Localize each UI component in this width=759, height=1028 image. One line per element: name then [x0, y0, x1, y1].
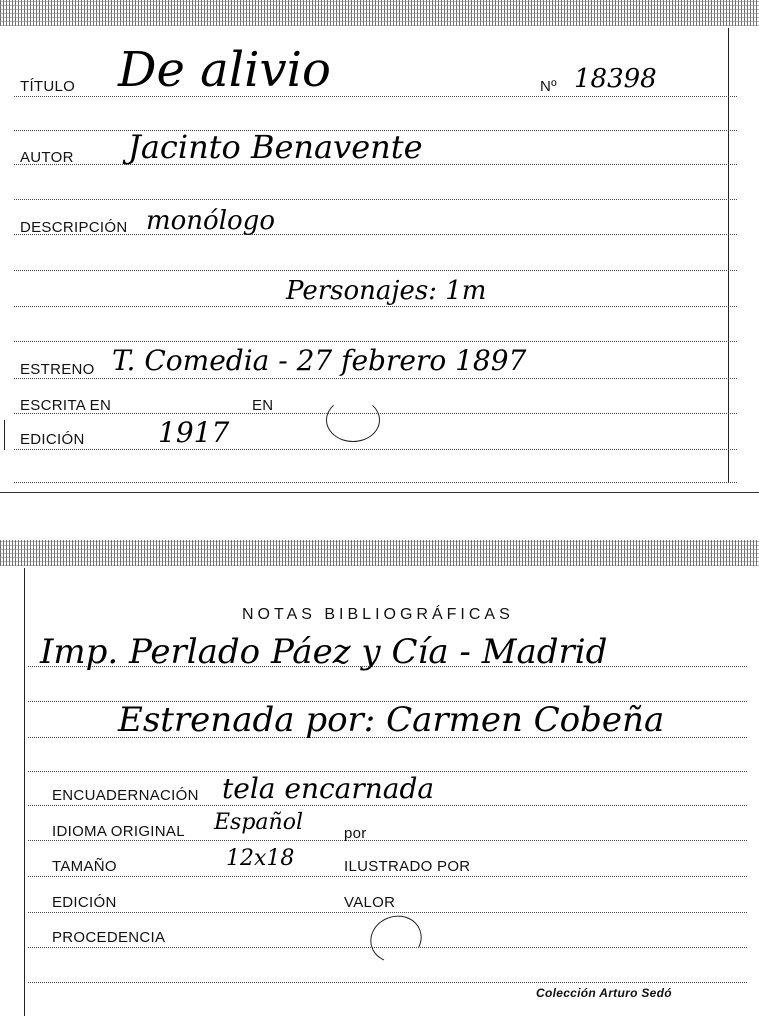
personajes-value: Personajes: 1m — [286, 276, 487, 306]
edicion2-label: EDICIÓN — [52, 894, 117, 911]
rule — [28, 805, 747, 806]
autor-value: Jacinto Benavente — [128, 128, 423, 166]
en-label: EN — [252, 397, 274, 414]
notas-heading: NOTAS BIBLIOGRÁFICAS — [242, 606, 514, 623]
rule — [28, 912, 747, 913]
procedencia-label: PROCEDENCIA — [52, 929, 166, 946]
autor-label: AUTOR — [20, 149, 74, 166]
idioma-value: Español — [214, 810, 303, 835]
rule — [14, 341, 737, 342]
rule — [14, 199, 737, 200]
edicion-value: 1917 — [158, 416, 230, 449]
por-label: por — [344, 825, 367, 842]
encuadernacion-value: tela encarnada — [222, 772, 435, 805]
card2-left-border — [24, 568, 25, 1016]
punch-hole-icon — [326, 398, 380, 442]
rule — [28, 876, 747, 877]
punch-hole-icon — [364, 908, 429, 969]
descripcion-label: DESCRIPCIÓN — [20, 219, 128, 236]
rule — [14, 378, 737, 379]
tamano-value: 12x18 — [226, 846, 295, 871]
coleccion-label: Colección Arturo Sedó — [536, 986, 672, 1000]
estreno-label: ESTRENO — [20, 361, 95, 378]
rule — [14, 270, 737, 271]
numero-label: Nº — [540, 78, 557, 95]
edicion-label: EDICIÓN — [20, 431, 85, 448]
catalog-card-2 — [0, 540, 759, 1028]
rule — [14, 449, 737, 450]
numero-value: 18398 — [574, 64, 657, 94]
nota-imprenta: Imp. Perlado Páez y Cía - Madrid — [40, 632, 608, 672]
escrita-label: ESCRITA EN — [20, 397, 112, 414]
ilustrado-label: ILUSTRADO POR — [344, 858, 471, 875]
encuadernacion-label: ENCUADERNACIÓN — [52, 787, 199, 804]
descripcion-value: monólogo — [146, 206, 275, 236]
idioma-label: IDIOMA ORIGINAL — [52, 823, 185, 840]
card1-bottom-edge — [0, 492, 759, 493]
rule — [28, 982, 747, 983]
titulo-label: TÍTULO — [20, 78, 76, 95]
estreno-value: T. Comedia - 27 febrero 1897 — [112, 344, 527, 377]
rule — [14, 306, 737, 307]
valor-label: VALOR — [344, 894, 396, 911]
card1-left-mark — [4, 420, 5, 450]
rule — [14, 482, 737, 483]
nota-estreno: Estrenada por: Carmen Cobeña — [118, 700, 665, 740]
tamano-label: TAMAÑO — [52, 858, 117, 875]
catalog-card-1 — [0, 0, 759, 500]
titulo-value: De alivio — [118, 42, 331, 98]
rule — [28, 840, 747, 841]
